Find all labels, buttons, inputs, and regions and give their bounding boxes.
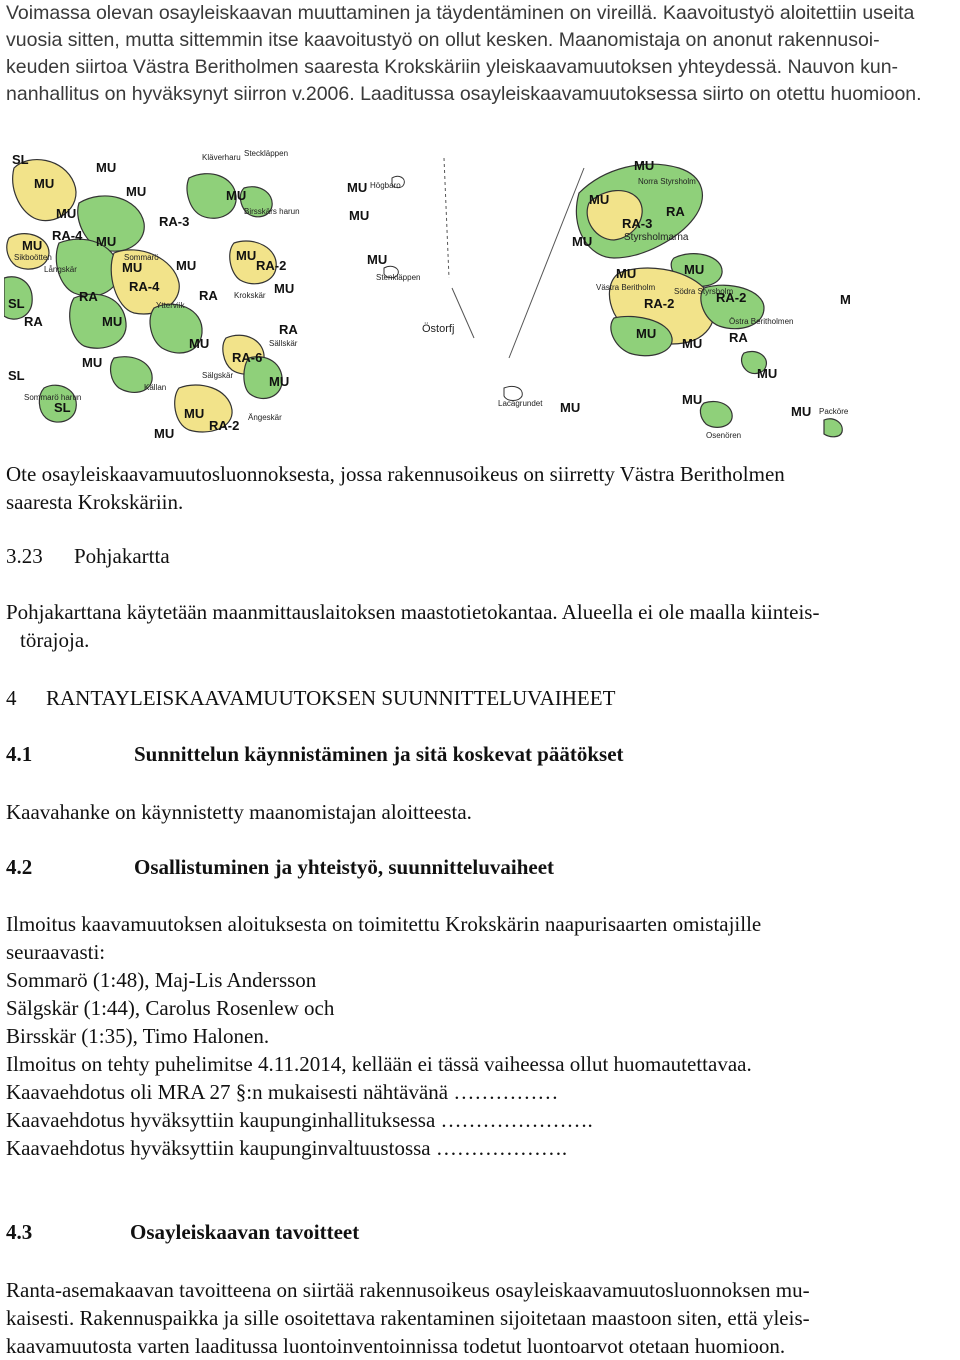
map-zone-label: MU [682,336,703,351]
intro-line: keuden siirtoa Västra Beritholmen saaresta Krokskäriin yleiskaavamuutoksen yhteydessä. Nauvon kun- [6,56,899,78]
caption-line: Ote osayleiskaavamuutosluonnoksesta, jossa rakennusoikeus on siirretty Västra Beritholmen [6,462,785,486]
map-zone-label: MU [82,355,103,370]
map-right [572,158,851,438]
map-place-label: Högbaro [370,181,401,190]
map-zone-label: RA [279,322,298,337]
section-3-23-body [6,598,954,654]
map-zone-label: RA-6 [232,350,263,365]
map-zone-label: MU [791,404,812,419]
map-middle [347,158,584,415]
section-number: 4.2 [6,855,33,879]
map-zone-label: SL [54,400,71,415]
section-4-1-body: Kaavahanke on käynnistetty maanomistajan aloitteesta. [6,800,472,824]
map-zone-label: RA-4 [52,228,83,243]
body-line: Sälgskär (1:44), Carolus Rosenlew och [6,996,335,1020]
map-place-label: Södra Styrsholm [674,287,734,296]
map-zone-label: RA-3 [622,216,653,231]
section-number: 3.23 [6,544,43,568]
map-zone-label: MU [236,248,257,263]
section-title: Sunnittelun käynnistäminen ja sitä koskevat päätökset [134,742,624,766]
map-place-label: Styrsholmarna [624,232,689,243]
map-zone-label: RA-3 [159,214,190,229]
section-4-2-body [6,910,954,1162]
map-zone-label: MU [349,208,370,223]
intro-paragraph [6,0,954,108]
map-zone-label: MU [684,262,705,277]
map-zone-label: RA-2 [716,290,747,305]
map-zone-label: MU [269,374,290,389]
body-line: Pohjakarttana käytetään maanmittauslaitoksen maastotietokantaa. Alueella ei ole maalla kiinteis- [6,600,820,624]
map-zone-label: MU [634,158,655,173]
section-4-3-body [6,1276,954,1360]
section-heading-3-23 [6,544,170,569]
map-place-label: Långskär [44,265,77,274]
map-zone-label: RA [199,288,218,303]
map-zone-label: M [840,292,851,307]
map-zone-label: RA [666,204,685,219]
map-place-label: Sikboötten [14,253,52,262]
map-zone-label: MU [102,314,123,329]
map-zone-label: RA [79,289,98,304]
body-line: Ranta-asemakaavan tavoitteena on siirtää rakennusoikeus osayleiskaavamuutosluonnoksen mu- [6,1278,810,1302]
map-zone-label: MU [226,188,247,203]
section-title: Osayleiskaavan tavoitteet [130,1220,360,1244]
map-zone-label: MU [34,176,55,191]
map-place-label: Stenkläppen [376,273,421,282]
map-zone-label: MU [572,234,593,249]
body-line: Kaavaehdotus hyväksyttiin kaupunginhallituksessa …………………. [6,1108,593,1132]
map-place-label: Lacagrundet [498,399,543,408]
map-zone-label: MU [636,326,657,341]
map-zone-label: MU [56,206,77,221]
map-zone-label: RA [24,314,43,329]
section-number: 4.3 [6,1220,33,1244]
map-place-label: Steckläppen [244,149,289,158]
map-zone-label: MU [682,392,703,407]
map-place-label: Ytterviik [156,301,185,310]
body-line: Ilmoitus kaavamuutoksen aloituksesta on toimitettu Krokskärin naapurisaarten omistajille [6,912,762,936]
map-zone-label: MU [757,366,778,381]
body-line: törajoja. [20,628,90,652]
body-line: seuraavasti: [6,940,106,964]
section-title: Pohjakartta [74,544,170,568]
map-place-label: Sommarö [124,253,159,262]
section-heading-4-3 [6,1220,359,1245]
map-zone-label: SL [12,152,29,167]
map-place-label: Källan [144,383,167,392]
island-shape [824,419,842,437]
map-place-label: Birsskärs harun [244,207,300,216]
map-place-label: Östorfj [422,323,455,335]
map-zone-label: MU [184,406,205,421]
body-line: kaavamuutosta varten laaditussa luontoinventoinnissa todetut luontoarvot otetaan huomioon. [6,1334,786,1358]
map-zone-label: RA [729,330,748,345]
caption-line: saaresta Krokskäriin. [6,490,184,514]
map-zone-label: MU [96,234,117,249]
section-heading-4 [6,686,615,711]
map-zone-label: MU [189,336,210,351]
island-shape [700,401,732,427]
intro-line: vuosia sitten, mutta sittemmin itse kaavoitustyö on ollut kesken. Maanomistaja on anonut rakennusoi- [6,29,880,51]
map-zone-label: RA-2 [209,418,240,433]
map-place-label: Östra Beritholmen [729,317,794,326]
map-place-label: Västra Beritholm [596,283,656,292]
body-line: Kaavaehdotus oli MRA 27 §:n mukaisesti nähtävänä …………… [6,1080,559,1104]
body-line: Sommarö (1:48), Maj-Lis Andersson [6,968,317,992]
map-place-label: Ängeskär [248,413,282,422]
section-number: 4 [6,686,17,710]
map-zone-label: RA-4 [129,279,160,294]
body-line: kaisesti. Rakennuspaikka ja sille osoitettava rakentaminen sijoitetaan maastoon siten, että yleis- [6,1306,810,1330]
map-excerpt-figure [4,148,952,438]
map-zone-label: MU [367,252,388,267]
map-zone-label: MU [347,180,368,195]
intro-line: Voimassa olevan osayleiskaavan muuttaminen ja täydentäminen on vireillä. Kaavoitustyö aloitettiin useita [6,2,915,24]
section-heading-4-1 [6,742,624,767]
map-zone-label: MU [589,192,610,207]
section-number: 4.1 [6,742,33,766]
map-zone-label: MU [122,260,143,275]
map-caption [6,460,954,516]
body-line: Kaavaehdotus hyväksyttiin kaupunginvaltuustossa ………………. [6,1136,568,1160]
map-zone-label: MU [126,184,147,199]
map-place-label: Kläverharu [202,153,241,162]
body-line: Birsskär (1:35), Timo Halonen. [6,1024,270,1048]
map-zone-label: MU [154,426,175,438]
map-place-label: Packöre [819,407,849,416]
map-place-label: Sällskär [269,339,298,348]
map-zone-label: MU [96,160,117,175]
map-zone-label: MU [274,281,295,296]
map-zone-label: MU [616,266,637,281]
map-left [4,148,300,438]
map-zone-label: RA-2 [644,296,675,311]
map-zone-label: MU [560,400,581,415]
body-line: Ilmoitus on tehty puhelimitse 4.11.2014, kellään ei tässä vaiheessa ollut huomautettavaa. [6,1052,752,1076]
section-title: RANTAYLEISKAAVAMUUTOKSEN SUUNNITTELUVAIHEET [46,686,616,710]
map-place-label: Norra Styrsholm [638,177,696,186]
map-place-label: Krokskär [234,291,266,300]
map-zone-label: MU [22,238,43,253]
map-zone-label: SL [8,368,25,383]
map-place-label: Osenören [706,431,742,438]
map-place-label: Sommarö harun [24,393,82,402]
section-title: Osallistuminen ja yhteistyö, suunnitteluvaiheet [134,855,555,879]
intro-line: nanhallitus on hyväksynyt siirron v.2006. Laaditussa osayleiskaavamuutoksessa siirto on otettu huomioon. [6,83,922,105]
map-zone-label: MU [176,258,197,273]
map-place-label: Sälgskär [202,371,234,380]
map-zone-label: SL [8,296,25,311]
section-heading-4-2 [6,855,554,880]
map-zone-label: RA-2 [256,258,287,273]
